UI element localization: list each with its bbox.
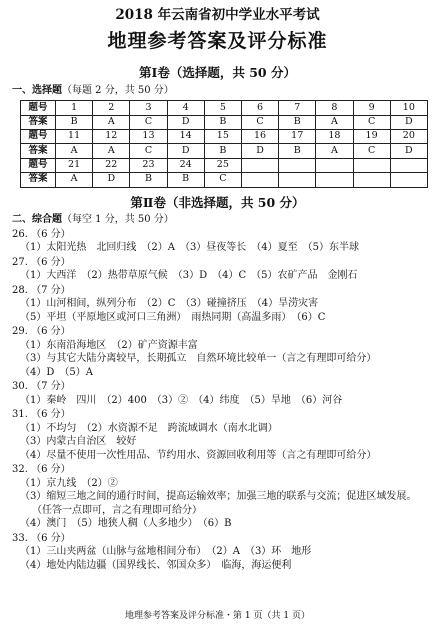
section-2-heading-note: （每空 1 分，共 50 分） — [62, 214, 174, 226]
question-number-cell — [353, 158, 390, 172]
exam-title: 2018 年云南省初中学业水平考试 — [115, 7, 320, 23]
document-title: 地理参考答案及评分标准 — [107, 30, 328, 53]
answer-cell: C — [241, 115, 278, 129]
section-2-heading-label: 二、综合题 — [12, 214, 62, 226]
answer-line: （1）太阳光热 北回归线 （2）A （3）昼夜等长 （4）夏至 （5）东半球 — [20, 242, 360, 254]
answer-line: （任答一点即可，言之有理即可给分） — [32, 504, 202, 516]
question-number: 31. （6 分） — [12, 409, 71, 421]
answer-line: （3）缩短三地之间的通行时间，提高运输效率；加强三地的联系与交流；促进区域发展。 — [20, 491, 417, 503]
answer-line: （1）不均匀 （2）水资源不足 跨流域调水（南水北调） — [20, 422, 278, 434]
question-number: 32. （6 分） — [12, 464, 71, 476]
answer-cell: C — [130, 115, 167, 129]
question-number-cell — [390, 158, 427, 172]
answer-row — [21, 115, 428, 129]
answer-line: （1）大西洋 （2）热带草原气候 （3）D （4）C （5）农矿产品 金刚石 — [20, 270, 358, 282]
answer-cell — [316, 173, 353, 187]
question-number-cell: 5 — [204, 101, 241, 115]
question-number: 28. （7 分） — [12, 284, 71, 296]
question-number-cell: 22 — [93, 158, 130, 172]
row-label: 答案 — [21, 144, 56, 158]
question-number-cell: 7 — [279, 101, 316, 115]
question-number-row — [21, 101, 428, 115]
answer-line: （3）与其它大陆分离较早，长期孤立 自然环境比较单一（言之有理即可给分） — [20, 353, 377, 365]
question-number-cell: 25 — [204, 158, 241, 172]
answer-line: （1）京九线 （2）② — [20, 477, 118, 489]
question-number: 27. （6 分） — [12, 256, 71, 268]
question-number: 26. （6 分） — [12, 228, 71, 240]
question-number-cell: 1 — [56, 101, 93, 115]
question-number-cell: 3 — [130, 101, 167, 115]
answer-cell: B — [279, 144, 316, 158]
answer-cell: D — [241, 144, 278, 158]
answer-cell: B — [56, 115, 93, 129]
question-number-cell: 4 — [167, 101, 204, 115]
question-number-cell: 23 — [130, 158, 167, 172]
answer-cell: D — [167, 115, 204, 129]
answer-cell: D — [167, 144, 204, 158]
answer-line: （1）三山夹两盆（山脉与盆地相间分布） （2）A （3）环 地形 — [20, 546, 312, 558]
question-number-cell: 19 — [353, 130, 390, 144]
answer-line: （4）澳门 （5）地狭人稠（人多地少） （6）B — [20, 518, 232, 530]
answer-cell: A — [56, 144, 93, 158]
answer-line: （1）山河相间，纵列分布 （2）C （3）碰撞挤压 （4）旱涝灾害 — [20, 298, 319, 310]
question-number-cell: 6 — [241, 101, 278, 115]
answer-row — [21, 144, 428, 158]
section-1-heading — [12, 84, 423, 98]
question-number-cell: 12 — [93, 130, 130, 144]
section-1-heading-note: （每题 2 分，共 50 分） — [62, 84, 174, 96]
answer-line: （4）地处内陆边疆（国界线长、邻国众多） 临海，海运便利 — [20, 559, 292, 571]
question-number-cell: 8 — [316, 101, 353, 115]
question-number-cell — [241, 158, 278, 172]
question-number-cell: 24 — [167, 158, 204, 172]
question-number-cell — [316, 158, 353, 172]
question-number-row — [21, 130, 428, 144]
question-number-cell: 9 — [353, 101, 390, 115]
question-number: 29. （6 分） — [12, 326, 71, 338]
answer-cell: B — [204, 144, 241, 158]
answer-cell — [390, 173, 427, 187]
answer-line: （1）东南沿海地区 （2）矿产资源丰富 — [20, 339, 198, 351]
answer-cell: A — [93, 144, 130, 158]
answer-cell — [353, 173, 390, 187]
answer-cell: B — [167, 173, 204, 187]
question-list — [12, 228, 423, 573]
answer-row — [21, 173, 428, 187]
row-label: 答案 — [21, 173, 56, 187]
answer-cell: A — [316, 115, 353, 129]
question-number: 30. （7 分） — [12, 381, 71, 393]
question-number-cell: 20 — [390, 130, 427, 144]
question-number-cell: 18 — [316, 130, 353, 144]
answer-line: （3）内蒙古自治区 较好 — [20, 436, 137, 448]
answer-cell: B — [130, 173, 167, 187]
question-number-cell: 11 — [56, 130, 93, 144]
answer-cell: A — [93, 115, 130, 129]
question-number: 33. （6 分） — [12, 532, 71, 544]
section-1-title: 第Ⅰ卷（选择题，共 50 分） — [139, 64, 296, 80]
question-number-cell: 13 — [130, 130, 167, 144]
question-number-cell: 14 — [167, 130, 204, 144]
question-number-cell: 21 — [56, 158, 93, 172]
section-2-heading — [12, 213, 423, 227]
answer-cell: D — [93, 173, 130, 187]
answer-cell: D — [390, 144, 427, 158]
answer-cell: B — [279, 115, 316, 129]
row-label: 题号 — [21, 130, 56, 144]
section-2-title: 第Ⅱ卷（非选择题，共 50 分） — [130, 194, 305, 210]
answer-cell — [279, 173, 316, 187]
answer-line: （4）D （5）A — [20, 366, 93, 378]
question-number-cell: 16 — [241, 130, 278, 144]
question-number-cell — [279, 158, 316, 172]
question-number-cell: 17 — [279, 130, 316, 144]
question-number-cell: 15 — [204, 130, 241, 144]
question-number-row — [21, 158, 428, 172]
answer-line: （1）秦岭 四川 （2）400 （3）② （4）纬度 （5）旱地 （6）河谷 — [20, 394, 343, 406]
row-label: 题号 — [21, 101, 56, 115]
row-label: 答案 — [21, 115, 56, 129]
answer-cell: C — [204, 173, 241, 187]
question-number-cell: 10 — [390, 101, 427, 115]
answer-cell: D — [390, 115, 427, 129]
page-footer: 地理参考答案及评分标准・第 1 页（共 1 页） — [125, 610, 310, 621]
answer-line: （5）平坦（平原地区或河口三角洲） 雨热同期（高温多雨） （6）C — [20, 311, 326, 323]
section-1-heading-label: 一、选择题 — [12, 84, 62, 96]
answer-key-table — [20, 100, 428, 187]
answer-cell: A — [56, 173, 93, 187]
answer-cell: B — [204, 115, 241, 129]
answer-line: （4）尽量不使用一次性用品、节约用水、资源回收利用等（言之有理即可给分） — [20, 449, 377, 461]
answer-cell: C — [353, 115, 390, 129]
row-label: 题号 — [21, 158, 56, 172]
answer-cell — [241, 173, 278, 187]
question-number-cell: 2 — [93, 101, 130, 115]
answer-cell: A — [316, 144, 353, 158]
answer-cell: C — [130, 144, 167, 158]
answer-cell: C — [353, 144, 390, 158]
